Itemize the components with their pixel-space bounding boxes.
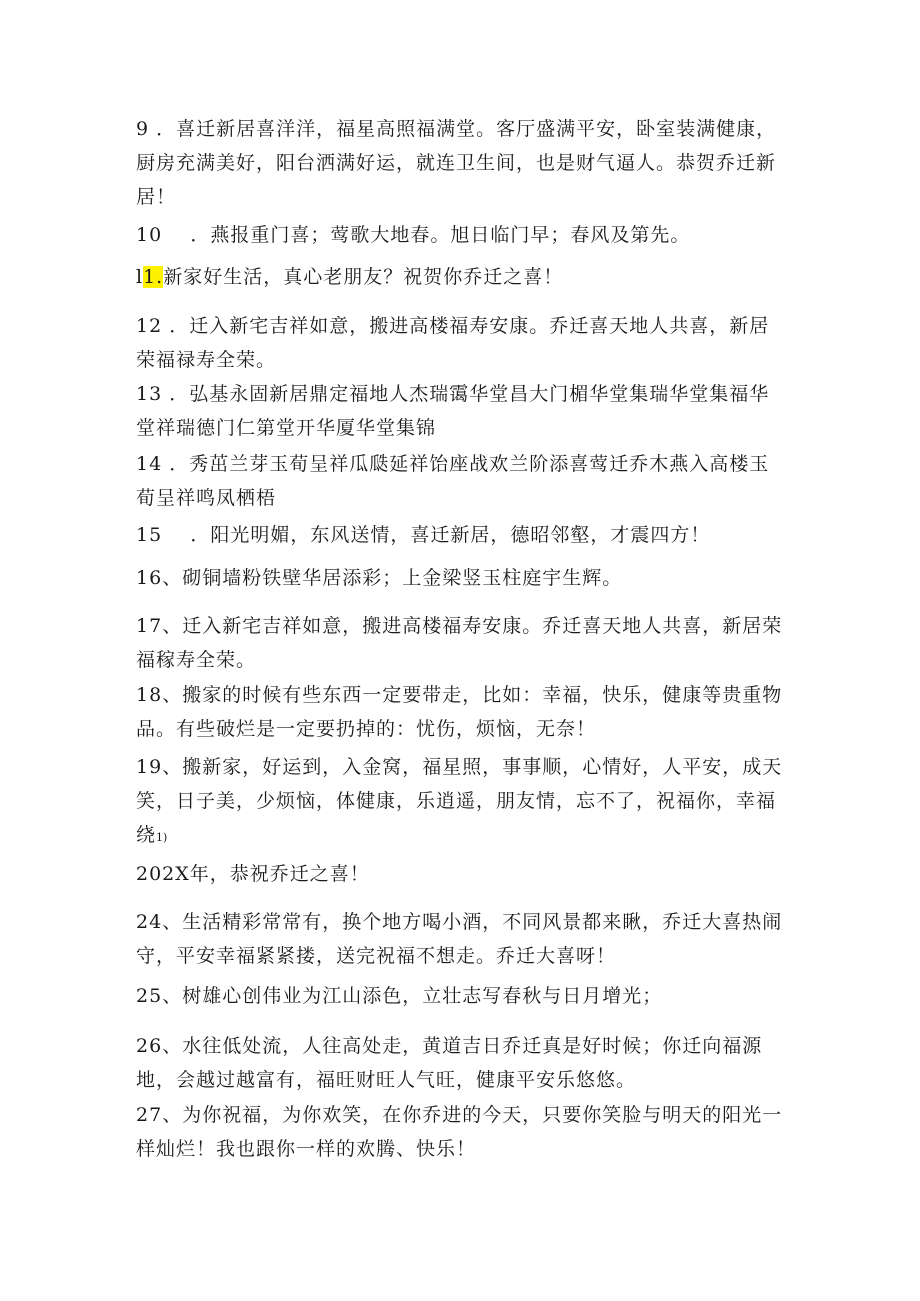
item-number: 26 [136, 1035, 163, 1057]
item-separator: ． [190, 224, 211, 246]
item-text: 迁入新宅吉祥如意，搬进高楼福寿安康。乔迁喜天地人共喜，新居荣福禄寿全荣。 [136, 315, 770, 371]
list-item [136, 260, 786, 294]
item-separator: 、 [162, 1104, 183, 1126]
item-separator: ． [190, 524, 211, 546]
item-text: 喜迁新居喜洋洋，福星高照福满堂。客厅盛满平安，卧室装满健康，厨房充满美好，阳台洒满好运，就连卫生间，也是财气逼人。恭贺乔迁新居！ [136, 118, 777, 208]
item-number: 19 [136, 756, 163, 778]
list-item [136, 979, 786, 1013]
list-item [136, 609, 786, 677]
item-number: 17 [136, 615, 163, 637]
item-number: 16 [136, 567, 163, 589]
item-text: 迁入新宅吉祥如意，搬进高楼福寿安康。乔迁喜天地人共喜，新居荣福稼寿全荣。 [136, 615, 783, 671]
item-number: 27 [136, 1104, 163, 1126]
list-item [136, 905, 786, 973]
item-number: 14 [136, 453, 163, 475]
list-item [136, 1029, 786, 1097]
item-separator: 、 [162, 756, 183, 778]
list-item [136, 750, 786, 855]
list-item [136, 447, 786, 515]
item-separator: 、 [162, 911, 183, 933]
item-number: 24 [136, 911, 163, 933]
item-separator: 、 [162, 985, 183, 1007]
item-separator: 、 [162, 615, 183, 637]
list-item [136, 377, 786, 445]
list-item [136, 561, 786, 595]
highlighted-item-number: 1. [143, 266, 164, 288]
item-text: 生活精彩常常有，换个地方喝小酒，不同风景都来瞅，乔迁大喜热闹守，平安幸福紧紧搂，送完祝福不想走。乔迁大喜呀！ [136, 911, 783, 967]
item-text: 新家好生活，真心老朋友？祝贺你乔迁之喜！ [163, 266, 564, 288]
list-item [136, 857, 786, 891]
item-text: 秀茁兰芽玉荀呈祥瓜瓞延祥饴座战欢兰阶添喜莺迁乔木燕入高楼玉荀呈祥鸣凤栖梧 [136, 453, 770, 509]
list-item [136, 1098, 786, 1166]
item-separator: 、 [162, 567, 183, 589]
item-text: 阳光明媚，东风送情，喜迁新居，德昭邻壑，才震四方！ [210, 524, 711, 546]
list-item [136, 112, 786, 214]
item-separator: ． [169, 453, 190, 475]
item-number: 12 [136, 315, 163, 337]
item-number-prefix: l [136, 266, 144, 288]
item-text: 202X年，恭祝乔迁之喜！ [136, 863, 370, 885]
item-separator: ． [169, 383, 190, 405]
item-text: 搬家的时候有些东西一定要带走，比如：幸福，快乐，健康等贵重物品。有些破烂是一定要扔掉的：忧伤，烦恼，无奈！ [136, 684, 783, 740]
item-separator: 、 [162, 1035, 183, 1057]
item-number: 18 [136, 684, 163, 706]
item-number: 25 [136, 985, 163, 1007]
item-footnote-mark: 1) [156, 831, 168, 844]
item-text: 为你祝福，为你欢笑，在你乔进的今天，只要你笑脸与明天的阳光一样灿烂！我也跟你一样的欢腾、快乐！ [136, 1104, 783, 1160]
item-text: 搬新家，好运到，入金窝，福星照，事事顺，心情好，人平安，成天笑，日子美，少烦恼，体健康，乐逍遥，朋友情，忘不了，祝福你，幸福绕 [136, 756, 783, 846]
list-item [136, 678, 786, 746]
list-item [136, 518, 786, 552]
item-text: 水往低处流，人往高处走，黄道吉日乔迁真是好时候；你迁向福源地，会越过越富有，福旺财旺人气旺，健康平安乐悠悠。 [136, 1035, 763, 1091]
item-number: 13 [136, 383, 163, 405]
item-text: 弘基永固新居鼎定福地人杰瑞霭华堂昌大门楣华堂集瑞华堂集福华堂祥瑞德门仁第堂开华厦华堂集锦 [136, 383, 770, 439]
item-text: 树雄心创伟业为江山添色，立壮志写春秋与日月增光； [182, 985, 663, 1007]
list-item [136, 218, 786, 252]
item-number: 15 [136, 524, 163, 546]
item-separator: 、 [162, 684, 183, 706]
item-separator: ． [156, 118, 177, 140]
item-text: 砌铜墙粉铁壁华居添彩；上金梁竖玉柱庭宇生辉。 [182, 567, 623, 589]
item-number: 10 [136, 224, 163, 246]
item-separator: ． [169, 315, 190, 337]
list-item [136, 309, 786, 377]
item-text: 燕报重门喜；莺歌大地春。旭日临门早；春风及第先。 [210, 224, 691, 246]
item-number: 9 [136, 118, 150, 140]
